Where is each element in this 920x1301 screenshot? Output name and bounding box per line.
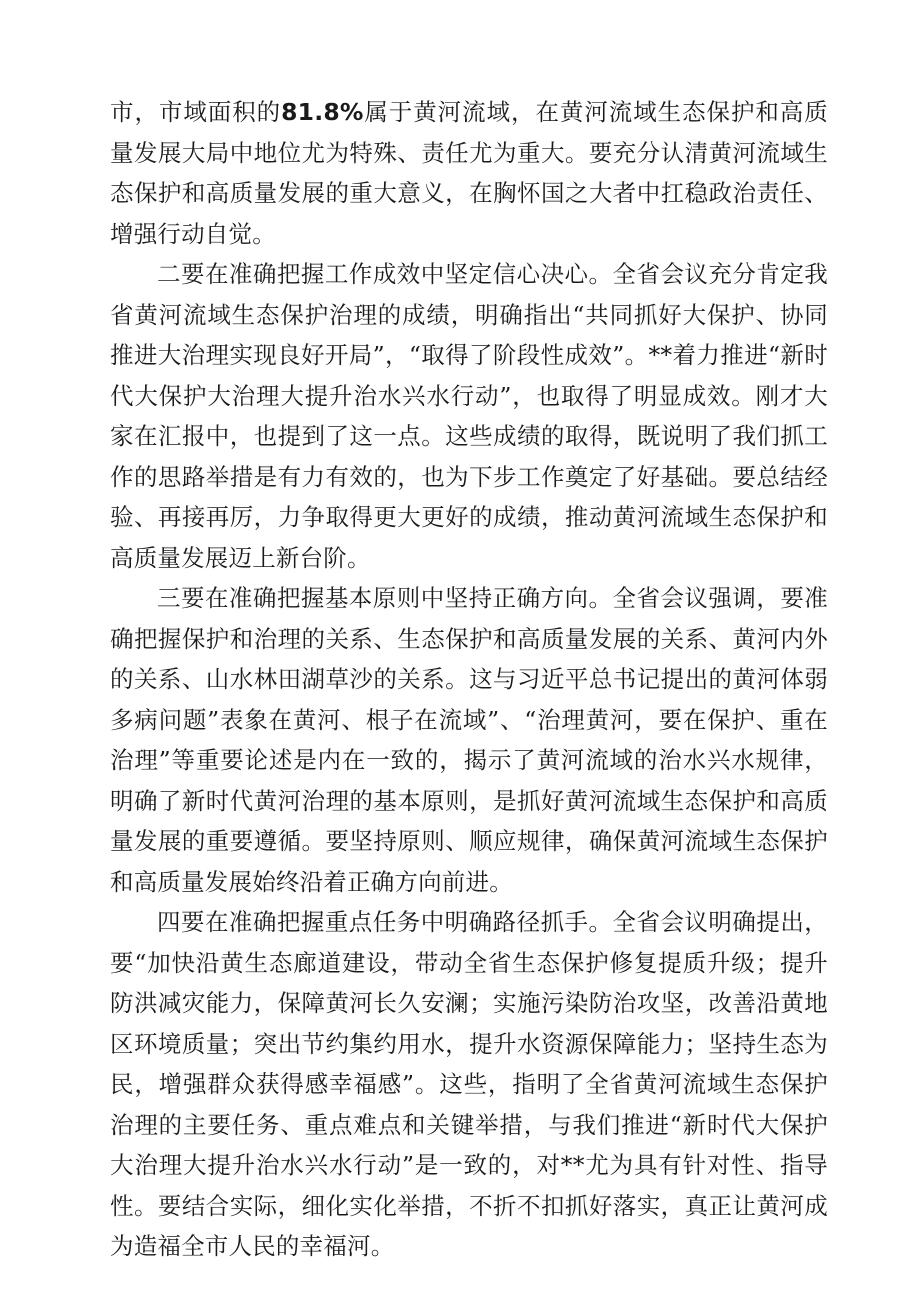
document-body (110, 92, 828, 1267)
paragraph-3: 三要在准确把握基本原则中坚持正确方向。全省会议强调，要准确把握保护和治理的关系、生态保护和高质量发展的关系、黄河内外的关系、山水林田湖草沙的关系。这与习近平总书记提出的黄河体弱多病问题”表象在黄河、根子在流域”、“治理黄河，要在保护、重在治理”等重要论述是内在一致的，揭示了黄河流域的治水兴水规律，明确了新时代黄河治理的基本原则，是抓好黄河流域生态保护和高质量发展的重要遵循。要坚持原则、顺应规律，确保黄河流域生态保护和高质量发展始终沿着正确方向前进。 (110, 584, 828, 896)
paragraph-1 (110, 92, 828, 254)
percentage-figure: 81.8% (281, 98, 364, 126)
paragraph-4: 四要在准确把握重点任务中明确路径抓手。全省会议明确提出，要“加快沿黄生态廊道建设，带动全省生态保护修复提质升级；提升防洪减灾能力，保障黄河长久安澜；实施污染防治攻坚，改善沿黄地区环境质量；突出节约集约用水，提升水资源保障能力；坚持生态为民，增强群众获得感幸福感”。这些，指明了全省黄河流域生态保护治理的主要任务、重点难点和关键举措，与我们推进“新时代大保护大治理大提升治水兴水行动”是一致的，对**尤为具有针对性、指导性。要结合实际，细化实化举措，不折不扣抓好落实，真正让黄河成为造福全市人民的幸福河。 (110, 908, 828, 1260)
paragraph-1-start: 市，市域面积的 (110, 98, 282, 126)
paragraph-1-rest: 属于黄河流域，在黄河流域生态保护和高质量发展大局中地位尤为特殊、责任尤为重大。要充分认清黄河流域生态保护和高质量发展的重大意义，在胸怀国之大者中扛稳政治责任、增强行动自觉。 (110, 98, 828, 248)
paragraph-2: 二要在准确把握工作成效中坚定信心决心。全省会议充分肯定我省黄河流域生态保护治理的成绩，明确指出“共同抓好大保护、协同推进大治理实现良好开局”，“取得了阶段性成效”。**着力推进“新时代大保护大治理大提升治水兴水行动”，也取得了明显成效。刚才大家在汇报中，也提到了这一点。这些成绩的取得，既说明了我们抓工作的思路举措是有力有效的，也为下步工作奠定了好基础。要总结经验、再接再厉，力争取得更大更好的成绩，推动黄河流域生态保护和高质量发展迈上新台阶。 (110, 260, 828, 572)
